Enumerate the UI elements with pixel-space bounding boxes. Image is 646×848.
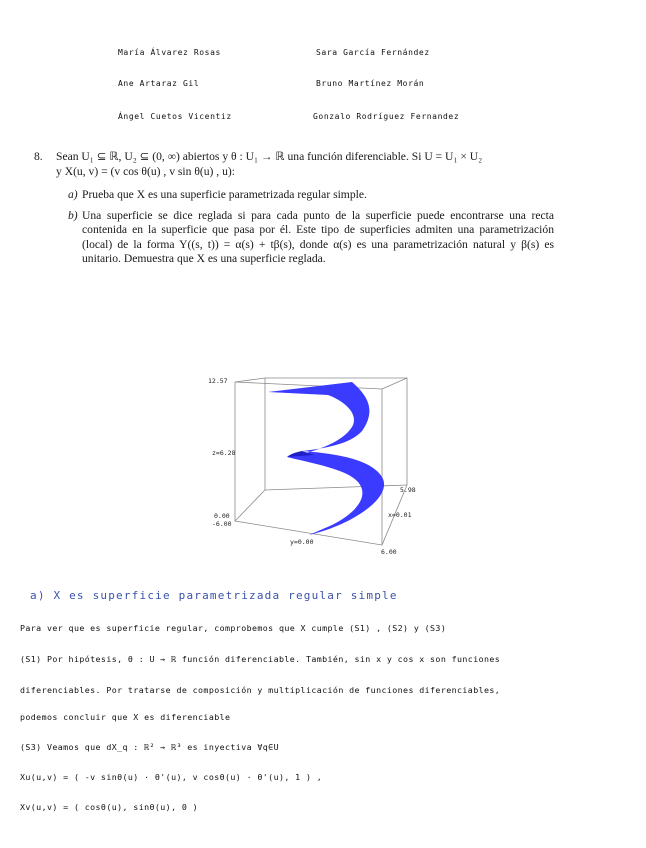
problem-number: 8.	[34, 150, 43, 163]
note-line-4: podemos concluir que X es diferenciable	[20, 712, 231, 722]
note-line-1: Para ver que es superficie regular, comprobemos que X cumple (S1) , (S2) y (S3)	[20, 623, 447, 633]
note-line-7: Xv(u,v) = ( cosθ(u), sinθ(u), 0 )	[20, 802, 199, 812]
item-b	[34, 209, 554, 267]
item-b-text: Una superficie se dice reglada si para cada punto de la superficie puede encontrarse una recta contenida en la superficie que pasa por él. Este tipo de superficies admiten una parametrización (local) de la forma Y((s, t)) = α(s) + tβ(s), donde α(s) es una parametrización natural y β(s) es unitario. Demuestra que X es una superficie reglada.	[82, 208, 554, 265]
note-line-2: (S1) Por hipótesis, θ : U → ℝ función diferenciable. También, sin x y cos x son funciones	[20, 654, 501, 664]
author-4: Bruno Martínez Morán	[316, 79, 425, 88]
statement-line-1: Sean U₁ ⊆ ℝ, U₂ ⊆ (0, ∞) abiertos y θ : U₁ → ℝ una función diferenciable. Si U = U₁ × U₂	[56, 150, 483, 163]
note-line-3: diferenciables. Por tratarse de composición y multiplicación de funciones diferenciables,	[20, 685, 501, 695]
y-label: y=0.00	[290, 538, 314, 546]
problem-statement	[34, 150, 554, 267]
item-b-label: b)	[68, 208, 78, 222]
author-1: María Álvarez Rosas	[118, 48, 221, 57]
y-right-label: 6.00	[381, 548, 397, 556]
author-3: Ane Artaraz Gil	[118, 79, 200, 88]
author-5: Ángel Cuetos Vicentiz	[118, 112, 232, 121]
item-a	[34, 188, 554, 203]
x-right-top-label: 5.98	[400, 486, 416, 494]
x-right-mid-label: x=0.01	[388, 511, 412, 519]
surface-plot	[202, 365, 432, 560]
z-bottom-label: 0.00	[214, 512, 230, 520]
author-6: Gonzalo Rodríguez Fernandez	[313, 112, 460, 121]
x-left-label: -6.00	[212, 520, 232, 528]
helicoid-surface	[268, 382, 384, 535]
z-mid-label: z=6.28	[212, 449, 236, 457]
solution-heading: a) X es superficie parametrizada regular simple	[30, 589, 398, 602]
note-line-5: (S3) Veamos que dX_q : ℝ² → ℝ³ es inyectiva ∀q∈U	[20, 742, 279, 752]
item-a-label: a)	[68, 188, 78, 201]
author-2: Sara García Fernández	[316, 48, 430, 57]
item-a-text: Prueba que X es una superficie parametrizada regular simple.	[82, 188, 367, 201]
note-line-6: Xu(u,v) = ( -v sinθ(u) · θ'(u), v cosθ(u) · θ'(u), 1 ) ,	[20, 772, 323, 782]
statement-line-2: y X(u, v) = (v cos θ(u) , v sin θ(u) , u):	[56, 164, 235, 178]
z-top-label: 12.57	[208, 377, 228, 385]
